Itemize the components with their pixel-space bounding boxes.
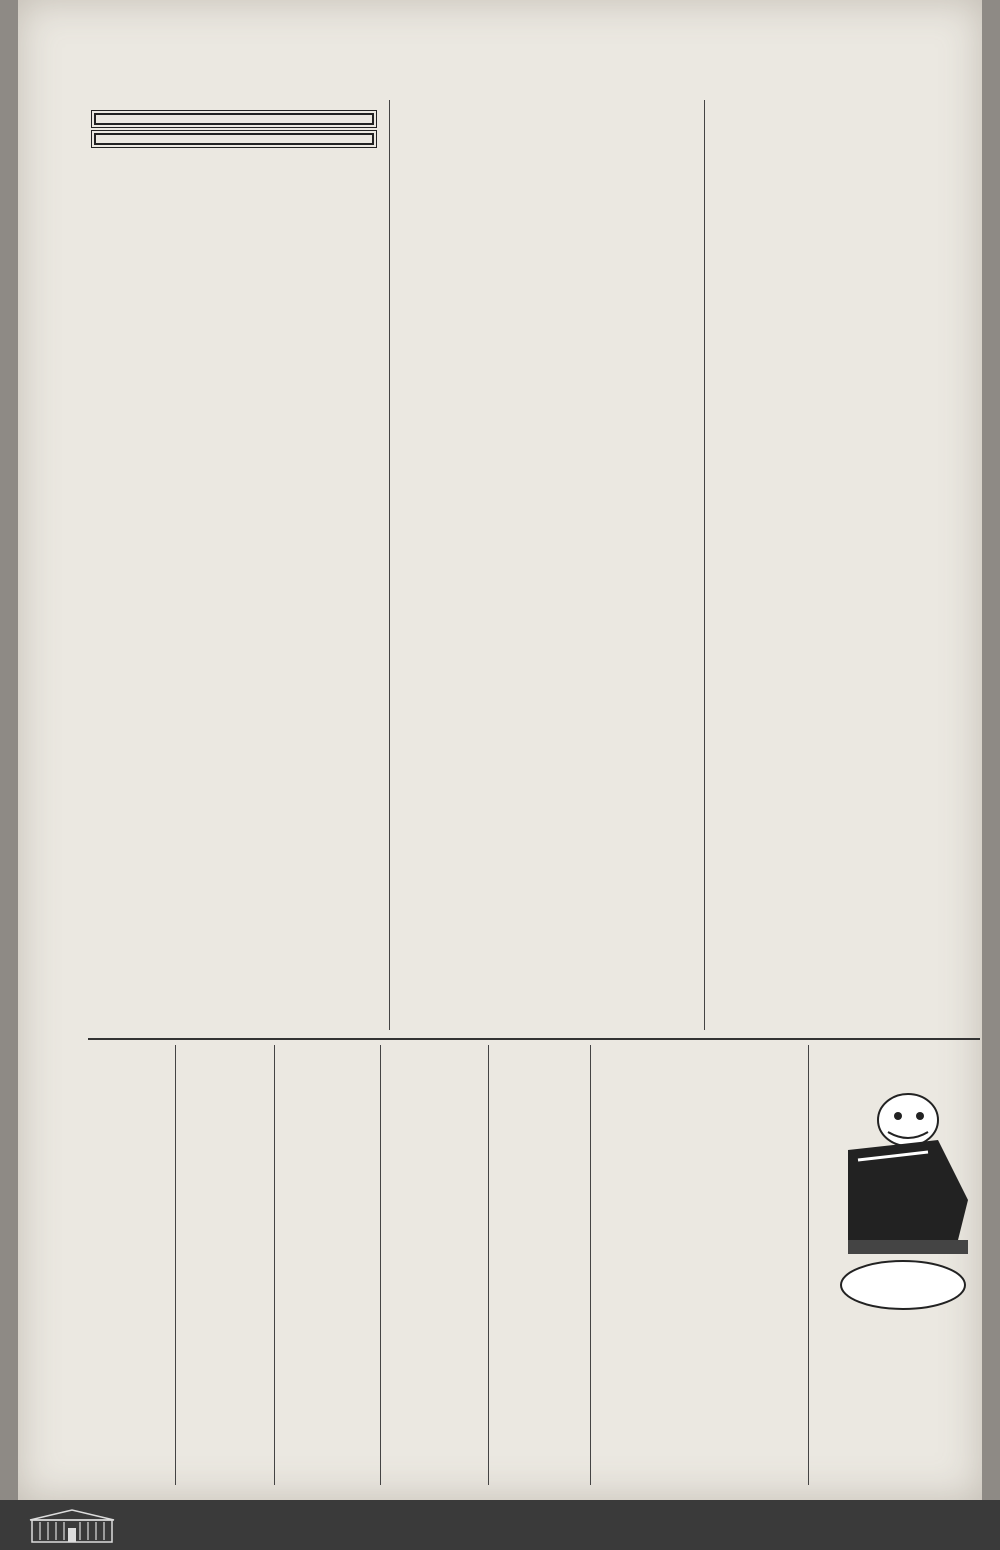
column-rule xyxy=(590,1045,591,1485)
library-building-icon xyxy=(22,1508,122,1544)
boot-illustration xyxy=(828,1080,978,1320)
column-2 xyxy=(400,105,695,1035)
section-heading-berichte xyxy=(94,133,374,145)
newspaper-page xyxy=(18,0,982,1500)
column-rule xyxy=(704,100,705,1030)
column-rule xyxy=(380,1045,381,1485)
column-3 xyxy=(713,105,978,1035)
column-rule xyxy=(488,1045,489,1485)
column-rule xyxy=(274,1045,275,1485)
library-footer xyxy=(0,1500,1000,1550)
column-rule xyxy=(175,1045,176,1485)
column-rule xyxy=(389,100,390,1030)
ads-separator xyxy=(88,1038,980,1040)
column-1 xyxy=(90,105,378,1035)
column-rule xyxy=(808,1045,809,1485)
section-heading-bewegung xyxy=(94,113,374,125)
